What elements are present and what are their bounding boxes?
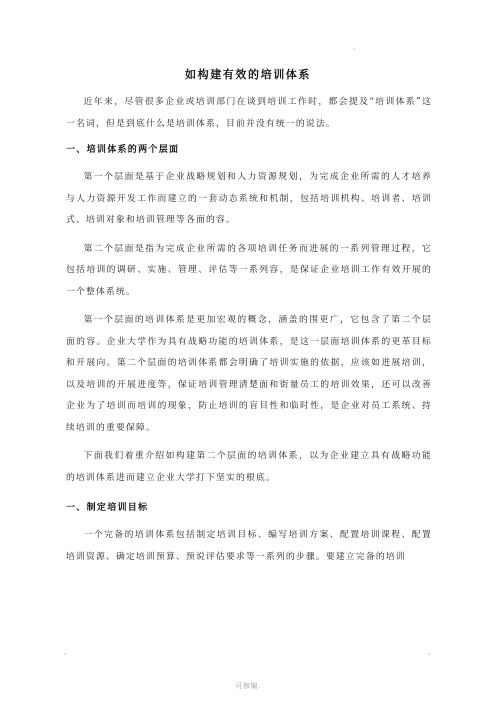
- section1-paragraph-4: 下面我们着重介绍如构建第二个层面的培训体系，以为企业建立具有战略功能的培训体系进而建立企业大学打下坚实的根底。: [66, 451, 432, 483]
- section2-paragraph-1: 一个完备的培训体系包括制定培训目标、编写培训方案、配置培训课程、配置培训资源、确定培训预算、预说评估要求等一系列的步骤。要建立完备的培训: [66, 530, 432, 562]
- document-title: 如构建有效的培训体系: [185, 68, 311, 81]
- page-footer: 可修编.: [235, 682, 261, 690]
- section-heading-2: 一、制定培训目标: [66, 503, 149, 513]
- section1-paragraph-3: 第一个层面的培训体系是更加宏观的概念，涵盖的围更广，它包含了第二个层面的容。企业大学作为具有战略功能的培训体系，是这一层面培训体系的更革目标和开展向。第二个层面的培训体系都会明确了培训实施的依据，应该如进展培训，以及培训的开展进度等，保证培训管理清楚面和街量员工的培训效果，还可以改善企业为了培训而培训的现象，防止培训的盲目性和临时性，是企业对员工系统、持续培训的重要保障。: [66, 315, 432, 433]
- section1-paragraph-2: 第二个层面是指为完成企业所需的各项培训任务而进展的一系列管理过程，它包括培训的调研、实施、管理、评估等一系列容，是保证企业培训工作有效开展的一个整体系统。: [66, 243, 432, 297]
- section1-paragraph-1: 第一个层面是基于企业战略规划和人力资源规划，为完成企业所需的人才培养与人力资源开发工作而建立的一套动态系统和机制，包括培训机构、培训者、培训式、培训对象和培训管理等各面的容。: [66, 172, 432, 225]
- section-heading-1: 一、培训体系的两个层面: [66, 145, 180, 155]
- document-body: [66, 92, 432, 568]
- intro-paragraph: 近年来，尽管很多企业或培训部门在谈到培训工作时，都会提及“培训体系”这一名词，但是到底什么是培训体系，目前并没有统一的说法。: [66, 97, 432, 129]
- corner-mark-bottom-right: ·: [428, 650, 431, 659]
- corner-mark-bottom-left: ·: [64, 650, 67, 659]
- corner-mark-top-right: ·: [353, 45, 356, 54]
